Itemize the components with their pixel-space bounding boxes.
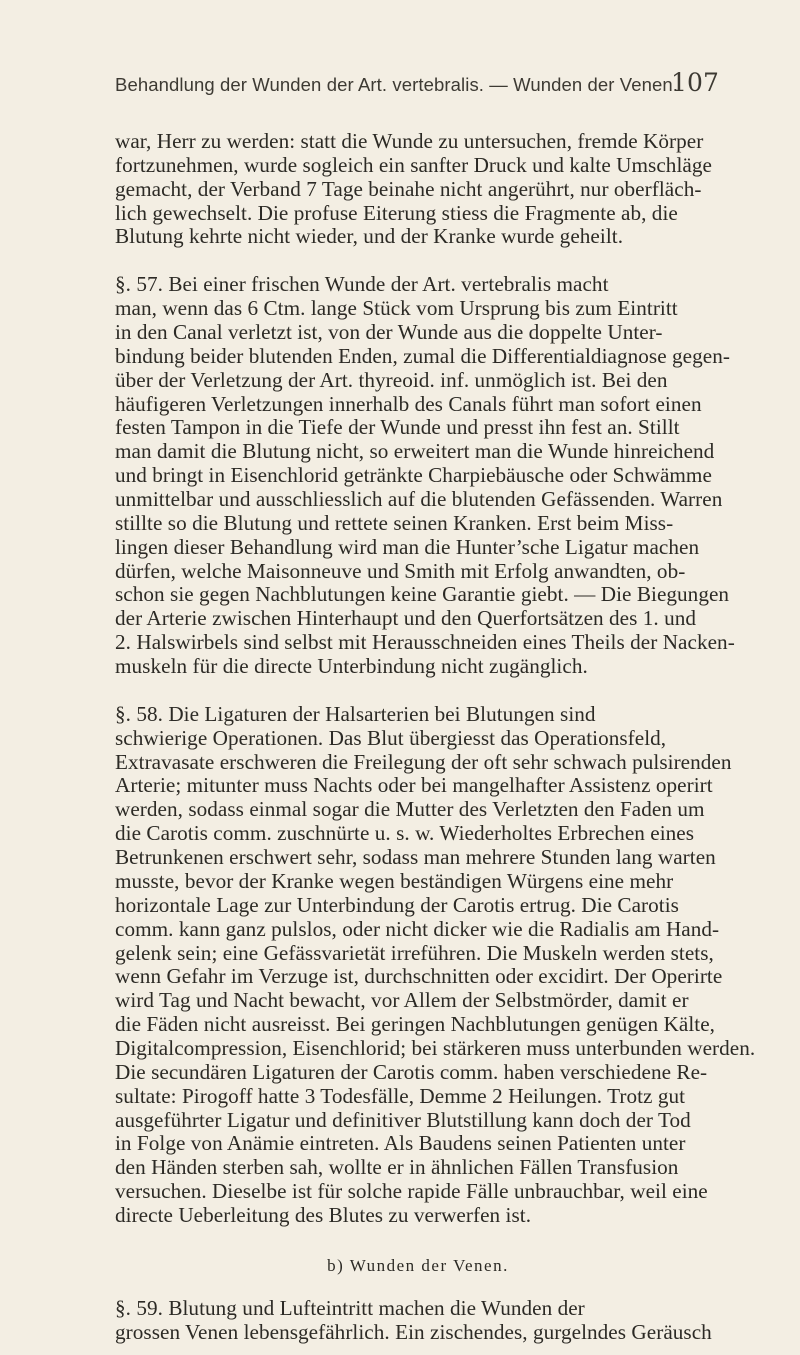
- running-header: [115, 68, 719, 108]
- paragraph-section-58: §. 58. Die Ligaturen der Halsarterien bei Blutungen sind schwierige Operationen. Das Blut übergiesst das Operationsfeld, Extravasate erschweren die Freilegung der oft sehr schwach pulsirenden Arterie; mitunter muss Nachts oder bei mangelhafter Assistenz operirt werden, sodass einmal sogar die Mutter des Verletzten den Faden um die Carotis comm. zuschnürte u. s. w. Wiederholtes Erbrechen eines Betrunkenen erschwert sehr, sodass man mehrere Stunden lang warten musste, bevor der Kranke wegen beständigen Würgens eine mehr horizontale Lage zur Unterbindung der Carotis ertrug. Die Carotis comm. kann ganz pulslos, oder nicht dicker wie die Radialis am Hand- gelenk sein; eine Gefässvarietät irreführen. Die Muskeln werden stets, wenn Gefahr im Verzuge ist, durchschnitten oder excidirt. Der Operirte wird Tag und Nacht bewacht, vor Allem der Selbstmörder, damit er die Fäden nicht ausreisst. Bei geringen Nachblutungen genügen Kälte, Digitalcompression, Eisenchlorid; bei stärkeren muss unterbunden werden. Die secundären Ligaturen der Carotis comm. haben verschiedene Re- sultate: Pirogoff hatte 3 Todesfälle, Demme 2 Heilungen. Trotz gut ausgeführter Ligatur und definitiver Blutstillung kann doch der Tod in Folge von Anämie eintreten. Als Baudens seinen Patienten unter den Händen sterben sah, wollte er in ähnlichen Fällen Transfusion versuchen. Dieselbe ist für solche rapide Fälle unbrauchbar, weil eine directe Ueberleitung des Blutes zu verwerfen ist.: [115, 701, 756, 1227]
- paragraph-section-59: §. 59. Blutung und Lufteintritt machen die Wunden der grossen Venen lebensgefährlich. Ein zischendes, gurgelndes Geräusch: [115, 1295, 712, 1344]
- body-text: [115, 130, 761, 1345]
- running-title: Behandlung der Wunden der Art. vertebralis. — Wunden der Venen.: [115, 74, 679, 95]
- paragraph-continuation: war, Herr zu werden: statt die Wunde zu untersuchen, fremde Körper fortzunehmen, wurde sogleich ein sanfter Druck und kalte Umschläge gemacht, der Verband 7 Tage beinahe nicht angerührt, nur oberfläch- lich gewechselt. Die profuse Eiterung stiess die Fragmente ab, die Blutung kehrte nicht wieder, und der Kranke wurde geheilt.: [115, 129, 712, 249]
- paragraph-section-57: §. 57. Bei einer frischen Wunde der Art. vertebralis macht man, wenn das 6 Ctm. lange Stück vom Ursprung bis zum Eintritt in den Canal verletzt ist, von der Wunde aus die doppelte Unter- bindung beider blutenden Enden, zumal die Differentialdiagnose gegen- über der Verletzung der Art. thyreoid. inf. unmöglich ist. Bei den häufigeren Verletzungen innerhalb des Canals führt man sofort einen festen Tampon in die Tiefe der Wunde und presst ihn fest an. Stillt man damit die Blutung nicht, so erweitert man die Wunde hinreichend und bringt in Eisenchlorid getränkte Charpiebäusche oder Schwämme unmittelbar und ausschliesslich auf die blutenden Gefässenden. Warren stillte so die Blutung und rettete seinen Kranken. Erst beim Miss- lingen dieser Behandlung wird man die Hunter’sche Ligatur machen dürfen, welche Maisonneuve und Smith mit Erfolg anwandten, ob- schon sie gegen Nachblutungen keine Garantie giebt. — Die Biegungen der Arterie zwischen Hinterhaupt und den Querfortsätzen des 1. und 2. Halswirbels sind selbst mit Herausschneiden eines Theils der Nacken- muskeln für die directe Unterbindung nicht zugänglich.: [115, 272, 735, 679]
- section-subheading: b) Wunden der Venen.: [327, 1255, 509, 1275]
- page-number: 107: [670, 68, 719, 97]
